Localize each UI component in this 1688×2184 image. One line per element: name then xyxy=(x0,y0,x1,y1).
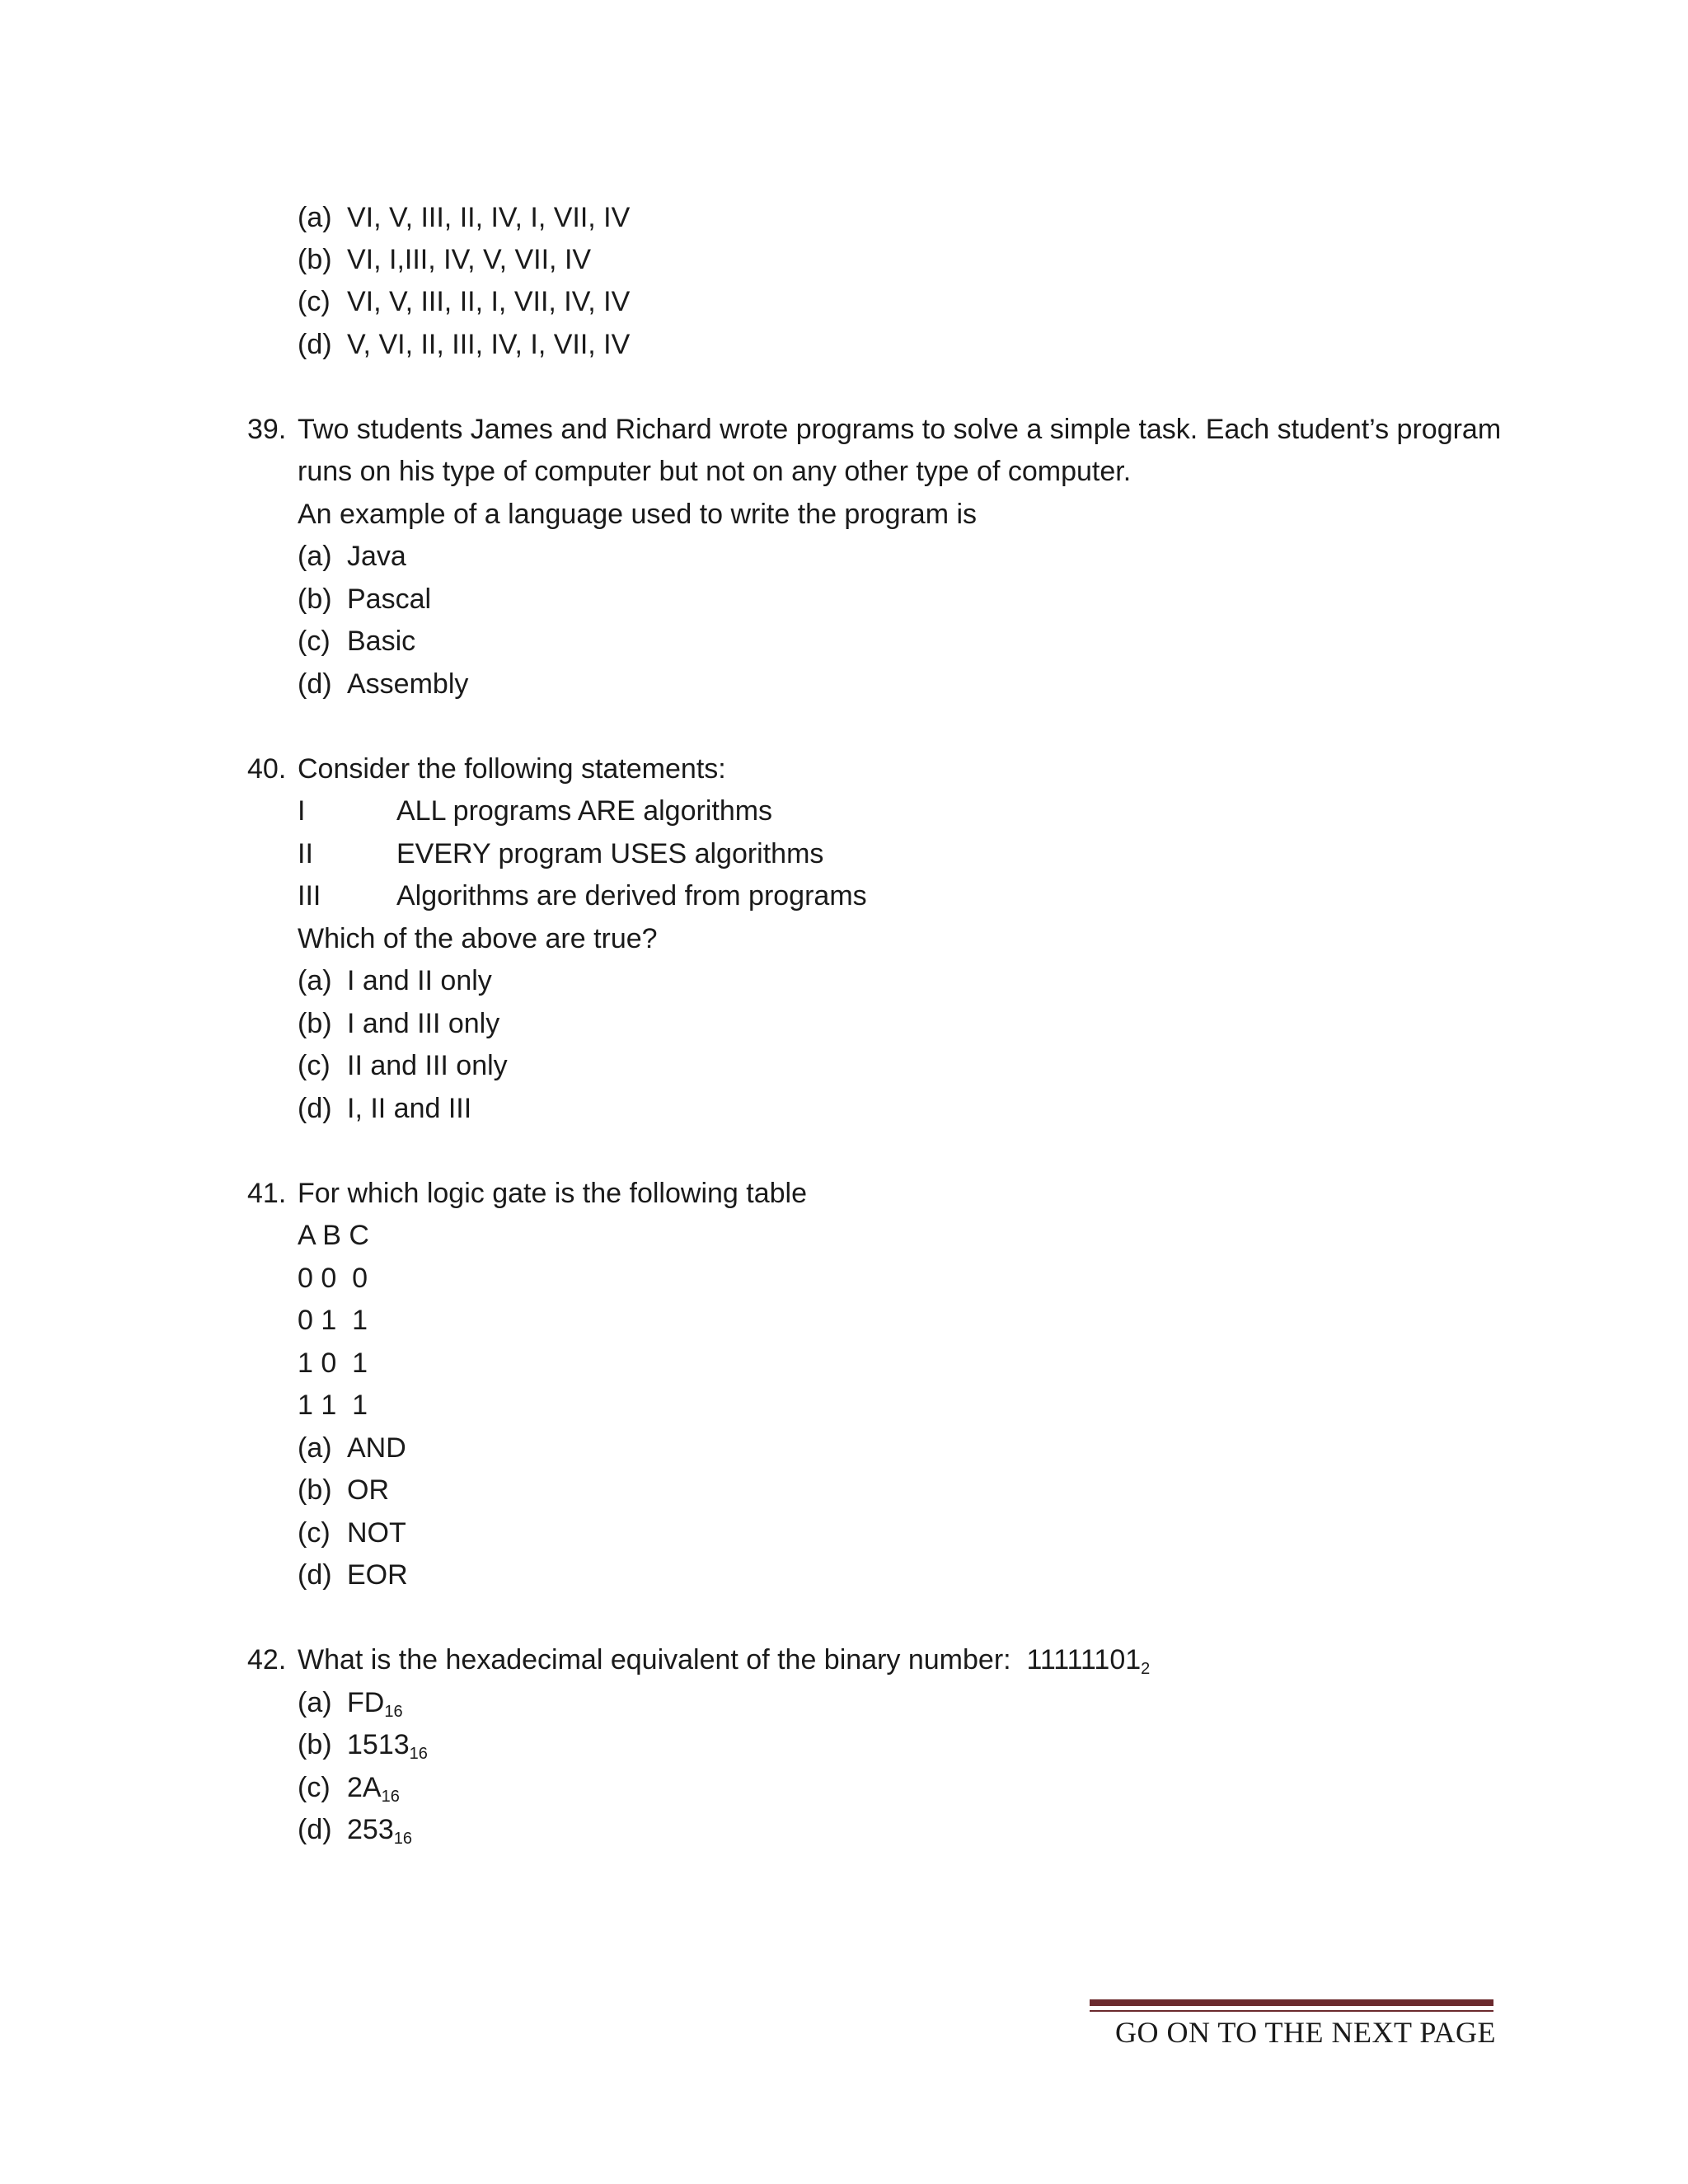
option-text: I and III only xyxy=(347,1008,500,1039)
statement-numeral: I xyxy=(298,795,306,827)
base-subscript: 16 xyxy=(384,1703,403,1721)
option-label: (c) xyxy=(298,1050,331,1081)
option-text: EOR xyxy=(347,1559,408,1591)
truth-table-row-text: 1 1 1 xyxy=(298,1390,368,1421)
option-label: (b) xyxy=(298,1008,332,1039)
option-text xyxy=(347,1728,428,1770)
base-subscript: 16 xyxy=(393,1830,412,1848)
truth-table-row-text: 0 1 1 xyxy=(298,1305,368,1336)
option-text: II and III only xyxy=(347,1050,508,1081)
statement-text: ALL programs ARE algorithms xyxy=(396,795,773,827)
option-text: OR xyxy=(347,1474,389,1506)
footer-rule-thin xyxy=(1090,2010,1493,2012)
option-label: (c) xyxy=(298,286,331,317)
option-text: AND xyxy=(347,1432,406,1464)
question-number: 40. xyxy=(247,753,287,785)
option-label: (d) xyxy=(298,668,332,700)
option-label: (a) xyxy=(298,1432,332,1464)
option-text: Basic xyxy=(347,626,416,657)
option-value: 1513 xyxy=(347,1729,410,1760)
option-value: 253 xyxy=(347,1814,394,1845)
question-stem-text: What is the hexadecimal equivalent of the binary number: 11111101 xyxy=(298,1644,1142,1675)
footer-rule xyxy=(1090,1999,1493,2006)
base-subscript: 16 xyxy=(409,1745,428,1763)
truth-table-header-text: A B C xyxy=(298,1220,369,1251)
option-value: FD xyxy=(347,1687,385,1718)
next-page-notice: GO ON TO THE NEXT PAGE xyxy=(1115,2016,1497,2049)
option-label: (b) xyxy=(298,583,332,615)
option-label: (d) xyxy=(298,1559,332,1591)
question-number: 39. xyxy=(247,414,287,445)
base-subscript: 16 xyxy=(381,1788,400,1806)
question-number: 41. xyxy=(247,1178,287,1209)
option-label: (a) xyxy=(298,965,332,996)
option-text: Java xyxy=(347,541,406,572)
question-text: Consider the following statements: xyxy=(298,753,726,785)
option-label: (a) xyxy=(298,541,332,572)
option-label: (a) xyxy=(298,202,332,233)
option-text: V, VI, II, III, IV, I, VII, IV xyxy=(347,329,631,360)
question-text: Which of the above are true? xyxy=(298,923,658,954)
statement-text: EVERY program USES algorithms xyxy=(396,838,824,869)
option-text xyxy=(347,1771,400,1813)
truth-table-row-text: 1 0 1 xyxy=(298,1347,368,1379)
option-text: Assembly xyxy=(347,668,469,700)
question-number: 42. xyxy=(247,1644,287,1675)
statement-text: Algorithms are derived from programs xyxy=(396,880,867,912)
question-text: runs on his type of computer but not on any other type of computer. xyxy=(298,456,1132,487)
option-text: VI, I,III, IV, V, VII, IV xyxy=(347,244,592,275)
option-text: VI, V, III, II, I, VII, IV, IV xyxy=(347,286,631,317)
option-label: (c) xyxy=(298,626,331,657)
statement-numeral: II xyxy=(298,838,313,869)
base-subscript: 2 xyxy=(1141,1660,1151,1678)
option-text: I and II only xyxy=(347,965,492,996)
question-text xyxy=(298,1643,1150,1685)
option-label: (c) xyxy=(298,1772,331,1803)
option-text xyxy=(347,1813,412,1855)
option-label: (d) xyxy=(298,1093,332,1124)
option-text: VI, V, III, II, IV, I, VII, IV xyxy=(347,202,631,233)
option-label: (a) xyxy=(298,1687,332,1718)
option-text: NOT xyxy=(347,1517,406,1549)
option-label: (b) xyxy=(298,1474,332,1506)
truth-table-row-text: 0 0 0 xyxy=(298,1263,368,1294)
statement-numeral: III xyxy=(298,880,321,912)
question-text: For which logic gate is the following table xyxy=(298,1178,807,1209)
option-text: Pascal xyxy=(347,583,432,615)
option-label: (d) xyxy=(298,1814,332,1845)
question-text: Two students James and Richard wrote programs to solve a simple task. Each student’s program xyxy=(298,414,1502,445)
option-text: I, II and III xyxy=(347,1093,472,1124)
option-label: (d) xyxy=(298,329,332,360)
option-value: 2A xyxy=(347,1772,382,1803)
question-text: An example of a language used to write the program is xyxy=(298,499,978,530)
option-text xyxy=(347,1686,403,1728)
option-label: (b) xyxy=(298,244,332,275)
option-label: (c) xyxy=(298,1517,331,1549)
option-label: (b) xyxy=(298,1729,332,1760)
